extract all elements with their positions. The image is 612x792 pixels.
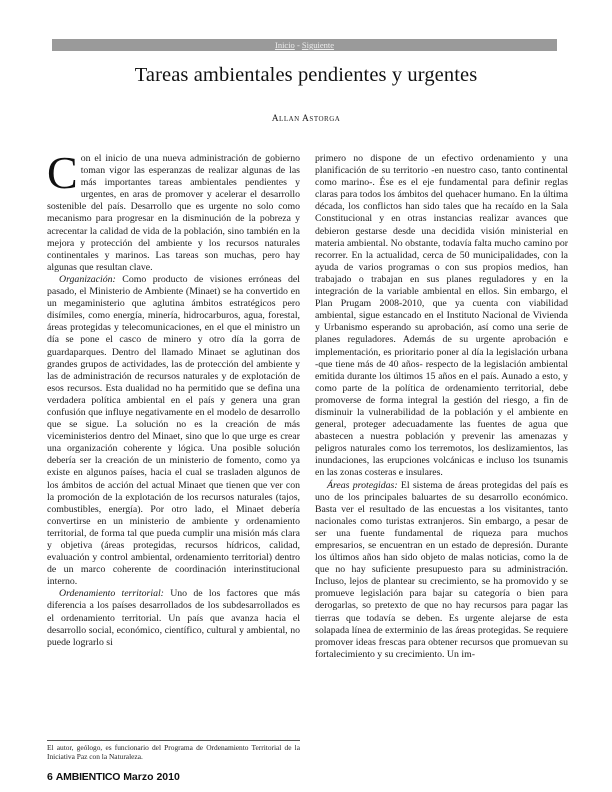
- paragraph-organizacion: [47, 274, 300, 588]
- paragraph-text: Uno de los factores que más diferencia a los países desarrollados de los subdesarrollados es el ordenamiento territorial. Un país que avanza hacia el desarrollo social, económico, científico, cultural y ambiental, no puede lograrlo si: [47, 588, 300, 648]
- paragraph-ordenamiento: [47, 588, 300, 648]
- paragraph-continuation: [315, 153, 568, 480]
- paragraph-areas-protegidas: [315, 480, 568, 661]
- page-footer: [47, 771, 180, 783]
- paragraph-intro: [47, 153, 300, 274]
- next-link[interactable]: Siguiente: [301, 40, 335, 50]
- page-navigation-bar: [52, 39, 557, 51]
- article-author: Allan Astorga: [271, 114, 341, 124]
- paragraph-text: on el inicio de una nueva administración de gobierno toman vigor las esperanzas de realizar algunas de las más importantes tareas ambientales pendientes y urgentes, en aras de promover y acelerar el desarrollo sostenible del país. Desarrollo que es urgente no solo como mecanismo para progresar en la disminución de la pobreza y acrecentar la calidad de vida de la población, sino también en la mejora y protección del ambiente y los recursos naturales continentales y marinos. Las tareas son muchas, pero hay algunas que resultan clave.: [47, 153, 300, 273]
- article-title: Tareas ambientales pendientes y urgentes: [134, 64, 478, 86]
- drop-cap: C: [47, 153, 78, 198]
- footnote-divider: [47, 740, 300, 741]
- issue-date: Marzo 2010: [123, 771, 180, 783]
- page-number: 6: [47, 771, 53, 783]
- right-column: [315, 153, 568, 763]
- section-lead: Áreas protegidas:: [327, 479, 398, 491]
- paragraph-text: El sistema de áreas protegidas del país es uno de los principales baluartes de su desarrollo económico. Basta ver el resultado de las encuestas a los visitantes, tanto nacionales como turistas extranjeros. Sin embargo, a pesar de ser una fuente fundamental de riqueza para muchos empresarios, se encuentran en un estado de depresión. Durante los últimos años han sido objeto de malas noticias, como la de que no hay suficiente presupuesto para su administración. Incluso, lejos de plantear su crecimiento, se ha promovido y se promueve legislación para bajar su categoría o bien para derogarlas, so pretexto de que no hay recursos para pagar las tierras que todavía se deben. Es urgente alejarse de esta solapada línea de exterminio de las áreas protegidas. Se requiere promover ideas frescas para obtener recursos que promuevan su fortalecimiento y su crecimiento. Un im-: [315, 479, 568, 660]
- author-footnote: El autor, geólogo, es funcionario del Programa de Ordenamiento Territorial de la Iniciativa Paz con la Naturaleza.: [47, 743, 300, 762]
- prev-link[interactable]: Inicio: [274, 40, 295, 50]
- section-lead: Ordenamiento territorial:: [59, 588, 164, 600]
- paragraph-text: Como producto de visiones erróneas del pasado, el Ministerio de Ambiente (Minaet) se ha convertido en un megaministerio que aglutina ámbitos estratégicos pero disímiles, como energía, minería, hidrocarburos, agua, forestal, áreas protegidas y telecomunicaciones, en el que el ministro un día se pone el casco de minero y otro día la gorra de guardaparques. Dentro del llamado Minaet se aglutinan dos grandes grupos de actividades, las de protección del ambiente y las de administración de recursos naturales y de explotación de esos recursos. Esta dualidad no ha permitido que se defina una verdadera política ambiental en el país y genera una gran confusión que influye negativamente en el modelo de desarrollo que se sigue. La solución no es la creación de más viceministerios dentro del Minaet, sino que lo que urge es crear una organización coherente y lógica. Una posible solución debería ser la creación de un ministerio de fomento, como ya existe en algunos países, hacia el cual se trasladen algunos de los ámbitos de acción del actual Minaet que tienen que ver con la promoción de la explotación de los recursos naturales (tajos, combustibles, energía). Por otro lado, el Minaet debería convertirse en un ministerio de ambiente y ordenamiento territorial, de forma tal que pueda cumplir una misión más clara y objetiva (áreas protegidas, recursos hídricos, calidad, evaluación y control ambiental, ordenamiento territorial) dentro de un marco coherente de coordinación interinstitucional interno.: [47, 273, 300, 588]
- nav-separator: -: [294, 40, 302, 50]
- paragraph-text: primero no dispone de un efectivo ordenamiento y una planificación de su territorio -en nuestro caso, tanto continental como marino-. Ése es el eje fundamental para definir reglas claras para todos los ámbitos del quehacer humano. En la última década, los conflictos han sido tales que ha recaído en la Sala Constitucional y en otras instancias realizar avances que debieron gestarse desde una decidida visión ministerial en materia ambiental. No obstante, todavía falta mucho camino por recorrer. En la actualidad, cerca de 50 municipalidades, con la ayuda de varios programas o con sus propios medios, han trabajado o trabajan en sus planes reguladores y en la integración de la variable ambiental en ellos. Sin embargo, el Plan Prugam 2008-2010, que ya cuenta con viabilidad ambiental, sigue estancado en el Instituto Nacional de Vivienda y Urbanismo esperando su aprobación, así como una serie de planes reguladores. Además de su urgente aprobación e implementación, es prioritario poner al día la legislación urbana -que tiene más de 40 años- respecto de la legislación ambiental emitida durante los últimos 15 años en el país. Aunado a esto, y como parte de la política de ordenamiento territorial, debe promoverse de forma integral la gestión del riesgo, a fin de disminuir la vulnerabilidad de la población y el ambiente en general, proteger adecuadamente las fuentes de agua que abastecen a nuestra población y prevenir las amenazas y peligros naturales como los terremotos, los deslizamientos, las inundaciones, las erupciones volcánicas e incluso los tsunamis en las zonas costeras e insulares.: [315, 153, 568, 479]
- magazine-logo: AMBIENTICO: [55, 771, 121, 783]
- left-column: [47, 153, 300, 733]
- section-lead: Organización:: [59, 273, 116, 285]
